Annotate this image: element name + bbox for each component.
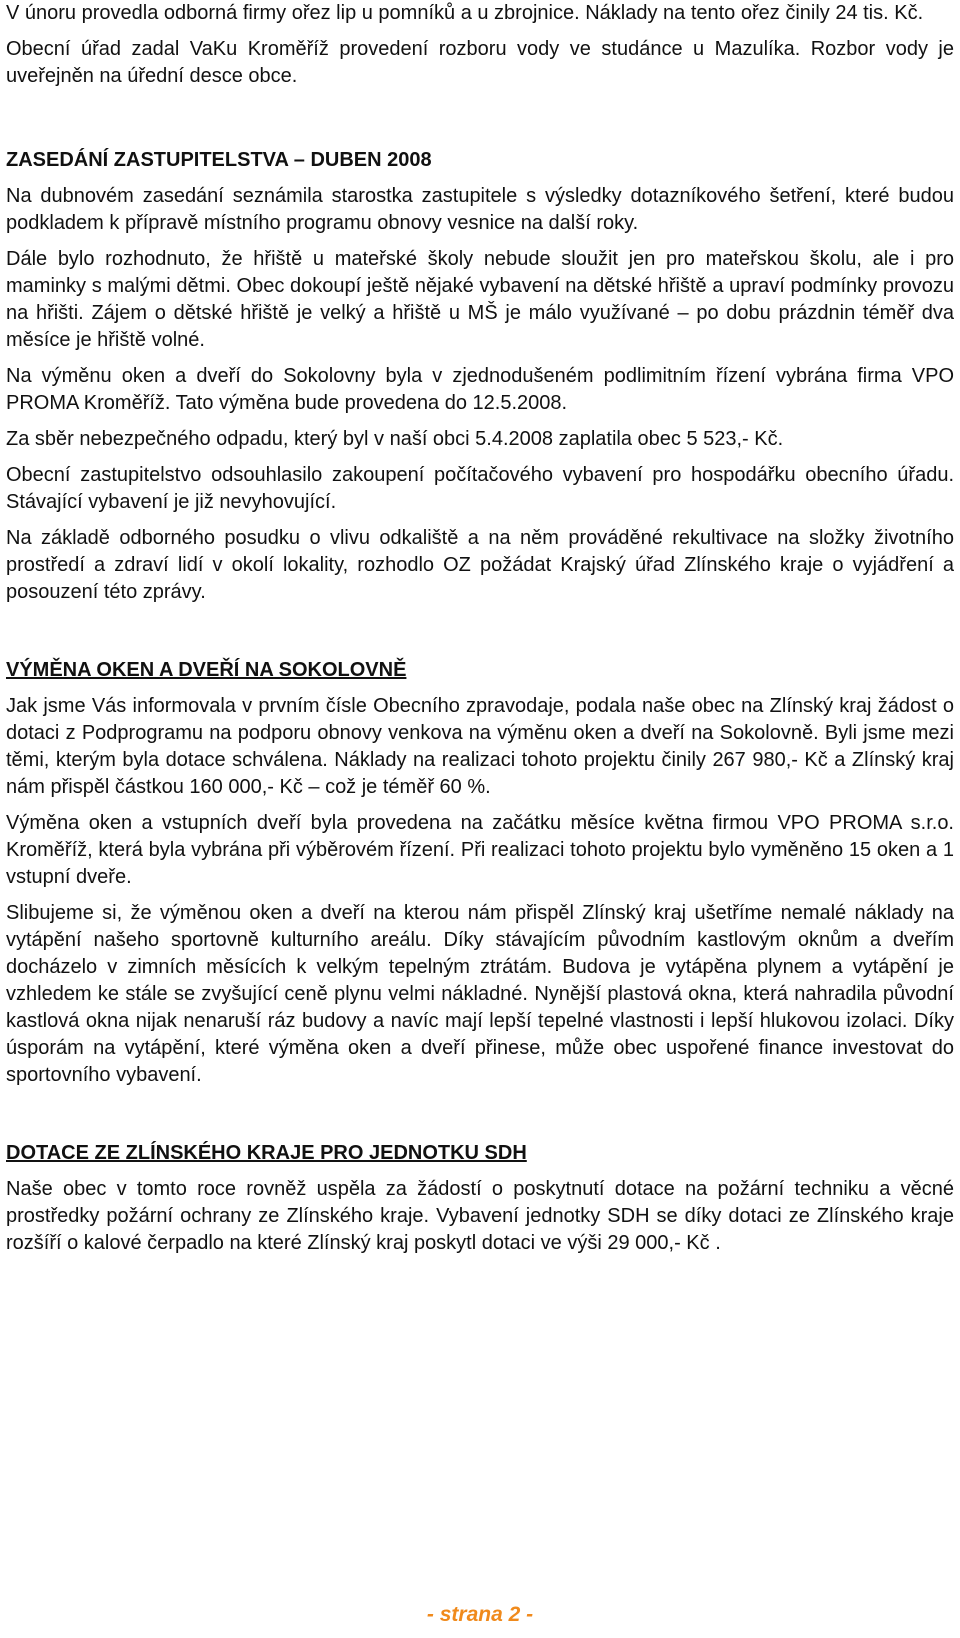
paragraph-fire-grant: Naše obec v tomto roce rovněž uspěla za žádostí o poskytnutí dotace na požární techniku a věcné prostředky požární ochrany ze Zlínského kraje. Vybavení jednotky SDH se díky dotaci ze Zlínského kraje rozšíří o kalové čerpadlo na které Zlínský kraj poskytl dotaci ve výši 29 000,- Kč .	[6, 1178, 954, 1254]
paragraph-hazardous-waste: Za sběr nebezpečného odpadu, který byl v naší obci 5.4.2008 zaplatila obec 5 523,- Kč.	[6, 428, 784, 450]
spacer	[6, 99, 954, 147]
paragraph-savings: Slibujeme si, že výměnou oken a dveří na kterou nám přispěl Zlínský kraj ušetříme nemalé náklady na vytápění našeho sportovně kulturního areálu. Díky stávajícím původním kastlovým oknům a dveřím docházelo v zimních měsících k velkým tepelným ztrátám. Budova je vytápěna plynem a vytápění je vzhledem ke stále se zvyšující ceně plynu velmi nákladné. Nynější plastová okna, která nahradila původní kastlová okna nijak nenaruší ráz budovy a navíc mají lepší tepelné vlastnosti i lepší hlukovou izolaci. Díky úsporám na vytápění, které výměna oken a dveří přinese, může obec uspořené finance investovat do sportovního vybavení.	[6, 902, 954, 1086]
paragraph-computer-equipment: Obecní zastupitelstvo odsouhlasilo zakoupení počítačového vybavení pro hospodářku obecního úřadu. Stávající vybavení je již nevyhovující.	[6, 464, 954, 513]
section-heading-window-replacement: VÝMĚNA OKEN A DVEŘÍ NA SOKOLOVNĚ	[6, 659, 407, 681]
section-heading-fire-unit-grant: DOTACE ZE ZLÍNSKÉHO KRAJE PRO JEDNOTKU SDH	[6, 1142, 527, 1164]
section-heading-council-meeting: ZASEDÁNÍ ZASTUPITELSTVA – DUBEN 2008	[6, 149, 432, 171]
paragraph-grant-info: Jak jsme Vás informovala v prvním čísle Obecního zpravodaje, podala naše obec na Zlínský kraj žádost o dotaci z Podprogramu na podporu obnovy venkova na výměnu oken a dveří na Sokolovně. Byli jsme mezi těmi, kterým byla dotace schválena. Náklady na realizaci tohoto projektu činily 267 980,- Kč a Zlínský kraj nám přispěl částkou 160 000,- Kč – což je téměř 60 %.	[6, 695, 954, 798]
document-page	[6, 0, 954, 1266]
page-number: - strana 2 -	[426, 1603, 534, 1626]
paragraph-window-contract: Na výměnu oken a dveří do Sokolovny byla v zjednodušeném podlimitním řízení vybrána firma VPO PROMA Kroměříž. Tato výměna bude provedena do 12.5.2008.	[6, 365, 954, 414]
paragraph-playground: Dále bylo rozhodnuto, že hřiště u mateřské školy nebude sloužit jen pro mateřskou školu, ale i pro maminky s malými dětmi. Obec dokoupí ještě nějaké vybavení na dětské hřiště a upraví podmínky provozu na hřišti. Zájem o dětské hřiště je velký a hřiště u MŠ je málo využívané – po dobu prázdnin téměř dva měsíce je hřiště volné.	[6, 248, 954, 351]
spacer	[6, 1098, 954, 1140]
paragraph-water-analysis: Obecní úřad zadal VaKu Kroměříž provedení rozboru vody ve studánce u Mazulíka. Rozbor vody je uveřejněn na úřední desce obce.	[6, 38, 954, 87]
paragraph-replacement-done: Výměna oken a vstupních dveří byla provedena na začátku měsíce května firmou VPO PROMA s.r.o. Kroměříž, která byla vybrána při výběrovém řízení. Při realizaci tohoto projektu bylo vyměněno 15 oken a 1 vstupní dveře.	[6, 812, 954, 888]
paragraph-survey: Na dubnovém zasedání seznámila starostka zastupitele s výsledky dotazníkového šetření, které budou podkladem k přípravě místního programu obnovy vesnice na další roky.	[6, 185, 954, 234]
paragraph-tree-trimming: V únoru provedla odborná firmy ořez lip u pomníků a u zbrojnice. Náklady na tento ořez činily 24 tis. Kč.	[6, 2, 924, 24]
paragraph-tailings-report: Na základě odborného posudku o vlivu odkaliště a na něm prováděné rekultivace na složky životního prostředí a zdraví lidí v okolí lokality, rozhodlo OZ požádat Krajský úřad Zlínského kraje o vyjádření a posouzení této zprávy.	[6, 527, 954, 603]
spacer	[6, 615, 954, 657]
